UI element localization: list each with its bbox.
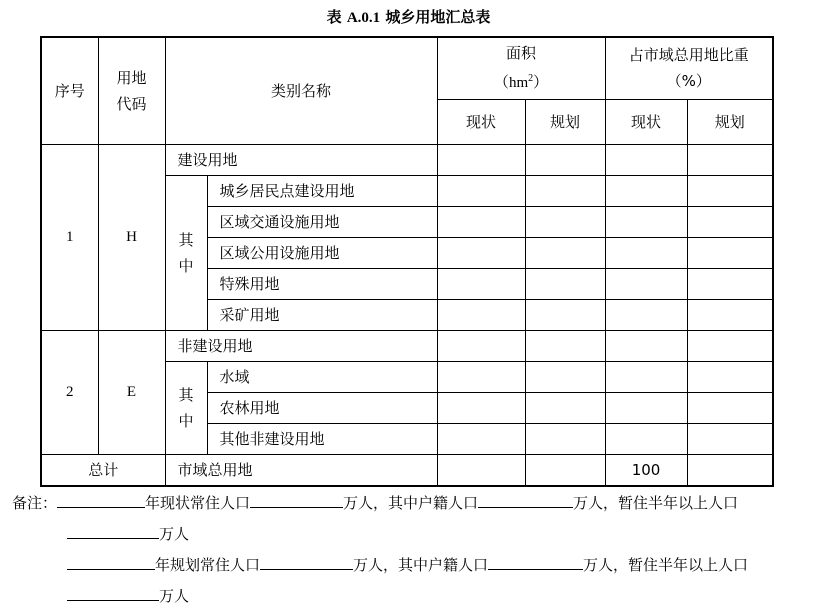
header-area-current: 现状 bbox=[437, 99, 525, 144]
group-seq: 2 bbox=[41, 330, 98, 454]
blank-field bbox=[67, 520, 159, 539]
cell bbox=[525, 392, 605, 423]
table-title bbox=[0, 6, 817, 27]
cell bbox=[525, 361, 605, 392]
header-ratio-planned: 规划 bbox=[687, 99, 773, 144]
cell bbox=[525, 454, 605, 486]
item-name: 采矿用地 bbox=[207, 299, 437, 330]
cell bbox=[437, 268, 525, 299]
cell bbox=[687, 206, 773, 237]
header-code-line2: 代码 bbox=[116, 94, 147, 113]
title-prefix: 表 bbox=[326, 8, 342, 26]
cell bbox=[605, 330, 687, 361]
land-use-summary-table bbox=[40, 36, 774, 487]
cell bbox=[525, 175, 605, 206]
cell bbox=[437, 175, 525, 206]
cell bbox=[687, 454, 773, 486]
group-seq: 1 bbox=[41, 144, 98, 330]
cell bbox=[605, 392, 687, 423]
table-row bbox=[41, 330, 773, 361]
blank-field bbox=[488, 551, 583, 570]
blank-field bbox=[478, 489, 573, 508]
cell bbox=[687, 423, 773, 454]
header-area-sup: 2 bbox=[528, 73, 534, 85]
cell bbox=[437, 299, 525, 330]
cell bbox=[687, 268, 773, 299]
cell bbox=[687, 361, 773, 392]
cell bbox=[437, 206, 525, 237]
total-label: 总计 bbox=[41, 454, 165, 486]
header-category: 类别名称 bbox=[165, 37, 437, 144]
item-name: 区域交通设施用地 bbox=[207, 206, 437, 237]
table-row bbox=[41, 144, 773, 175]
blank-field bbox=[250, 489, 343, 508]
cell bbox=[687, 299, 773, 330]
header-ratio-line1: 占市域总用地比重 bbox=[628, 46, 749, 65]
total-ratio-current: 100 bbox=[605, 454, 687, 486]
header-area-line2: $(hm^2)$ bbox=[493, 73, 549, 92]
notes-current-line: 备注： 年现状常住人口 万人，其中户籍人口 万人，暂住半年以上人口 bbox=[12, 488, 748, 519]
cell bbox=[687, 392, 773, 423]
title-number: A.0.1 bbox=[346, 10, 381, 26]
blank-field bbox=[67, 582, 159, 601]
cell bbox=[687, 330, 773, 361]
cell bbox=[525, 237, 605, 268]
item-name: 区域公用设施用地 bbox=[207, 237, 437, 268]
cell bbox=[525, 423, 605, 454]
cell bbox=[605, 237, 687, 268]
cell bbox=[605, 206, 687, 237]
cell bbox=[687, 175, 773, 206]
sub-label: 其 中 bbox=[165, 361, 207, 454]
table-row-total bbox=[41, 454, 773, 486]
cell bbox=[605, 361, 687, 392]
cell bbox=[437, 392, 525, 423]
header-code-line1: 用地 bbox=[116, 68, 147, 87]
cell bbox=[437, 423, 525, 454]
title-text: 城乡用地汇总表 bbox=[385, 8, 491, 26]
item-name: 农林用地 bbox=[207, 392, 437, 423]
cell bbox=[437, 237, 525, 268]
item-name: 特殊用地 bbox=[207, 268, 437, 299]
cell bbox=[605, 175, 687, 206]
cell bbox=[605, 268, 687, 299]
header-code bbox=[98, 37, 165, 144]
cell bbox=[437, 330, 525, 361]
item-name: 水域 bbox=[207, 361, 437, 392]
header-area bbox=[437, 37, 605, 99]
cell bbox=[437, 454, 525, 486]
cell bbox=[437, 144, 525, 175]
notes-planned-line2: 万人 bbox=[12, 581, 748, 612]
header-ratio bbox=[605, 37, 773, 99]
blank-field bbox=[260, 551, 353, 570]
cell bbox=[605, 299, 687, 330]
cell bbox=[437, 361, 525, 392]
cell bbox=[525, 330, 605, 361]
group-code: E bbox=[98, 330, 165, 454]
total-name: 市域总用地 bbox=[165, 454, 437, 486]
header-area-planned: 规划 bbox=[525, 99, 605, 144]
item-name: 其他非建设用地 bbox=[207, 423, 437, 454]
cell bbox=[687, 144, 773, 175]
header-area-line1: 面积 bbox=[506, 44, 537, 63]
notes-current-line2: 万人 bbox=[12, 519, 748, 550]
header-seq: 序号 bbox=[41, 37, 98, 144]
cell bbox=[605, 144, 687, 175]
cell bbox=[525, 206, 605, 237]
blank-field bbox=[67, 551, 155, 570]
cell bbox=[525, 299, 605, 330]
notes-planned-line: 年规划常住人口 万人，其中户籍人口 万人，暂住半年以上人口 bbox=[12, 550, 748, 581]
notes bbox=[12, 488, 748, 612]
cell bbox=[525, 268, 605, 299]
blank-field bbox=[57, 489, 145, 508]
header-ratio-current: 现状 bbox=[605, 99, 687, 144]
sub-label: 其 中 bbox=[165, 175, 207, 330]
group-name: 建设用地 bbox=[165, 144, 437, 175]
group-code: H bbox=[98, 144, 165, 330]
header-ratio-line2: （%） bbox=[666, 72, 711, 91]
cell bbox=[605, 423, 687, 454]
item-name: 城乡居民点建设用地 bbox=[207, 175, 437, 206]
cell bbox=[687, 237, 773, 268]
cell bbox=[525, 144, 605, 175]
header-area-unit: hm bbox=[508, 75, 529, 92]
notes-prefix: 备注： bbox=[12, 494, 58, 512]
group-name: 非建设用地 bbox=[165, 330, 437, 361]
